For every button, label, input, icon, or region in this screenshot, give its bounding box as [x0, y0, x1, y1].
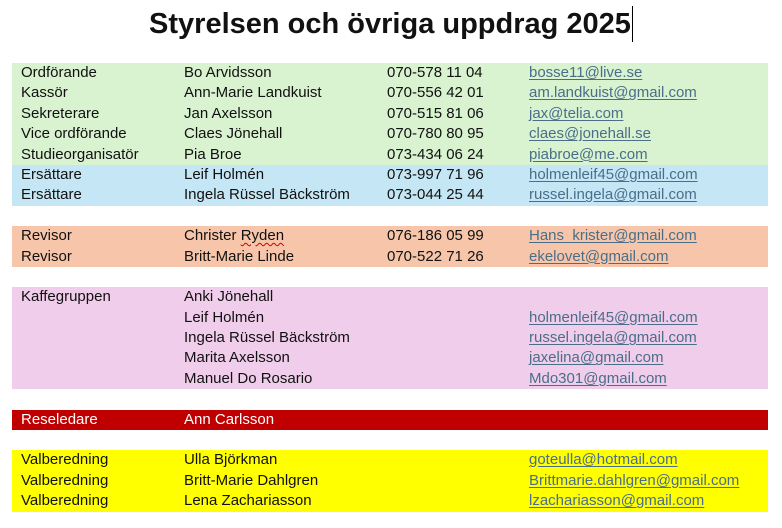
- email-link[interactable]: jax@telia.com: [529, 104, 624, 122]
- table-row: [12, 471, 768, 491]
- name-cell: Ann-Marie Landkuist: [184, 84, 322, 102]
- phone-cell: 073-044 25 44: [387, 186, 484, 204]
- role-cell: Ersättare: [21, 165, 82, 183]
- table-row: [12, 145, 768, 165]
- title-text: Styrelsen och övriga uppdrag 2025: [149, 8, 631, 40]
- table-row: [12, 185, 768, 205]
- table-row: [12, 328, 768, 348]
- email-link[interactable]: Mdo301@gmail.com: [529, 369, 667, 387]
- phone-cell: 073-997 71 96: [387, 165, 484, 183]
- name-cell: Bo Arvidsson: [184, 64, 272, 81]
- table-row: [12, 165, 768, 185]
- name-first: Christer: [184, 227, 241, 245]
- phone-cell: 070-780 80 95: [387, 125, 484, 143]
- table-row: [12, 226, 768, 246]
- name-cell: Leif Holmén: [184, 165, 265, 183]
- phone-cell: 073-434 06 24: [387, 145, 484, 163]
- name-cell: [184, 226, 284, 246]
- table-row: [12, 83, 768, 103]
- table-row: [12, 287, 768, 307]
- email-link[interactable]: Brittmarie.dahlgren@gmail.com: [529, 471, 740, 489]
- table-row: [12, 63, 768, 83]
- spellcheck-flagged-word[interactable]: Ryden: [240, 227, 285, 245]
- name-cell: Ulla Björkman: [184, 451, 278, 469]
- role-cell: Kaffegruppen: [21, 288, 111, 306]
- role-cell: Revisor: [21, 227, 72, 245]
- role-cell: Kassör: [21, 84, 68, 102]
- role-cell: Ordförande: [21, 64, 97, 81]
- section-gap: [12, 206, 768, 226]
- phone-cell: 070-515 81 06: [387, 104, 484, 122]
- role-cell: Ersättare: [21, 186, 82, 204]
- email-link[interactable]: holmenleif45@gmail.com: [529, 308, 698, 326]
- name-cell: Britt-Marie Linde: [184, 247, 295, 265]
- phone-cell: 070-578 11 04: [387, 64, 483, 81]
- name-cell: Lena Zachariasson: [184, 492, 312, 510]
- email-link[interactable]: piabroe@me.com: [529, 145, 648, 163]
- role-cell: Reseledare: [21, 410, 98, 428]
- text-cursor: [632, 6, 633, 42]
- name-cell: Marita Axelsson: [184, 349, 290, 367]
- role-cell: Vice ordförande: [21, 125, 127, 143]
- name-cell: Anki Jönehall: [184, 288, 274, 306]
- role-cell: Valberedning: [21, 451, 109, 469]
- section-gap: [12, 267, 768, 287]
- table-row: [12, 104, 768, 124]
- email-link[interactable]: bosse11@live.se: [529, 64, 643, 81]
- email-link[interactable]: claes@jonehall.se: [529, 125, 651, 143]
- table-row: [12, 348, 768, 368]
- email-link[interactable]: jaxelina@gmail.com: [529, 349, 664, 367]
- role-cell: Revisor: [21, 247, 72, 265]
- name-cell: Pia Broe: [184, 145, 242, 163]
- section-gap: [12, 389, 768, 409]
- email-link[interactable]: ekelovet@gmail.com: [529, 247, 669, 265]
- page-title: [0, 6, 782, 42]
- name-cell: Leif Holmén: [184, 308, 265, 326]
- role-cell: Valberedning: [21, 492, 109, 510]
- name-cell: Manuel Do Rosario: [184, 369, 313, 387]
- email-link[interactable]: am.landkuist@gmail.com: [529, 84, 697, 102]
- name-cell: Ann Carlsson: [184, 410, 275, 428]
- role-cell: Valberedning: [21, 471, 109, 489]
- table-row: [12, 247, 768, 267]
- name-cell: Jan Axelsson: [184, 104, 273, 122]
- phone-cell: 070-556 42 01: [387, 84, 484, 102]
- role-cell: Sekreterare: [21, 104, 100, 122]
- email-link[interactable]: russel.ingela@gmail.com: [529, 329, 697, 347]
- email-link[interactable]: Hans_krister@gmail.com: [529, 227, 697, 245]
- table-row: [12, 124, 768, 144]
- phone-cell: 070-522 71 26: [387, 247, 484, 265]
- table-row: [12, 410, 768, 430]
- table-row: [12, 308, 768, 328]
- email-link[interactable]: lzachariasson@gmail.com: [529, 492, 705, 510]
- email-link[interactable]: russel.ingela@gmail.com: [529, 186, 697, 204]
- table-row: [12, 369, 768, 389]
- email-link[interactable]: holmenleif45@gmail.com: [529, 165, 698, 183]
- section-gap: [12, 430, 768, 450]
- email-link[interactable]: goteulla@hotmail.com: [529, 451, 678, 469]
- name-cell: Ingela Rüssel Bäckström: [184, 186, 350, 204]
- phone-cell: 076-186 05 99: [387, 227, 484, 245]
- table-row: [12, 491, 768, 511]
- role-cell: Studieorganisatör: [21, 145, 139, 163]
- name-cell: Britt-Marie Dahlgren: [184, 471, 319, 489]
- contact-table: [12, 63, 768, 512]
- name-cell: Claes Jönehall: [184, 125, 283, 143]
- name-cell: Ingela Rüssel Bäckström: [184, 329, 350, 347]
- table-row: [12, 450, 768, 470]
